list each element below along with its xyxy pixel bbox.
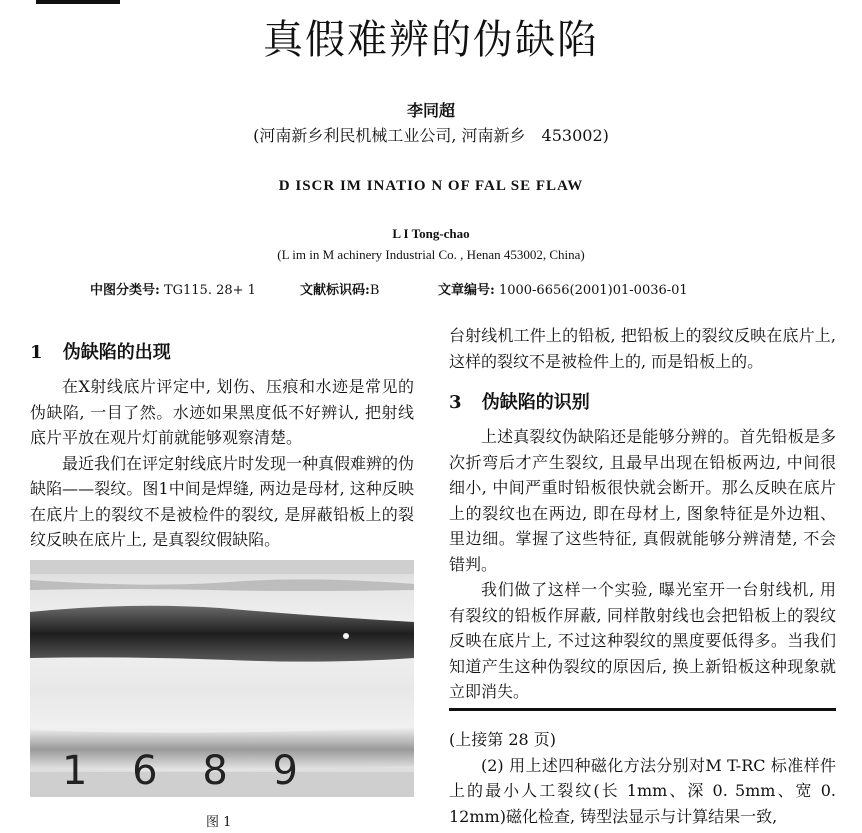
weld-seam [30,606,414,662]
section3-number: 3 [449,392,462,413]
clc-number [90,279,256,298]
top-rule [36,0,120,4]
section2-continuation [449,323,836,374]
section2-tail: 台射线机工件上的铅板, 把铅板上的裂纹反映在底片上, 这样的裂纹不是被检件上的, 而是铅板上的。 [449,326,836,371]
section1-number: 1 [30,342,43,363]
doc-label: 文献标识码: [300,283,370,298]
flaw-spot [343,633,349,639]
section3-title: 伪缺陷的识别 [481,392,590,413]
column-rule [449,708,836,711]
radiograph-figure [30,560,414,797]
section3-paragraph: 上述真裂纹伪缺陷还是能够分辨的。首先铅板是多次折弯后才产生裂纹, 且最早出现在铅板两边, 中间很细小, 中间严重时铅板很快就会断开。那么反映在底片上的裂纹也在两边, 即在母材上, 图象特征是外边粗、里边细。掌握了这些特征, 真假就能够分辨清楚, 不会错判。 [449,427,836,574]
clc-value: TG115. 28+ 1 [159,283,256,298]
article-number [438,279,688,298]
doc-value: B [369,283,380,298]
section1-heading [30,338,171,364]
upper-streak [30,579,414,591]
author: 李同超 [406,101,455,120]
art-label: 文章编号: [438,283,495,298]
continued-label: (上接第 28 页) [449,730,557,749]
section3-heading [449,388,590,414]
continued-paragraph: (2) 用上述四种磁化方法分别对M T-RC 标准样件上的最小人工裂纹(长 1mm、深 0. 5mm、宽 0. 12mm)磁化检查, 铸型法显示与计算结果一致, [449,755,836,826]
section1-title: 伪缺陷的出现 [62,342,171,363]
english-affiliation: (L im in M achinery Industrial Co. , Henan 453002, China) [277,247,585,262]
radiograph-image [30,560,414,797]
document-code [300,279,379,298]
section3-paragraph: 我们做了这样一个实验, 曝光室开一台射线机, 用有裂纹的铅板作屏蔽, 同样散射线也会把铅板上的裂纹反映在底片上, 不过这种裂纹的黑度要低得多。当我们知道产生这种伪裂纹的原因后, 换上新铅板这种现象就立即消失。 [449,580,836,701]
section1-paragraph: 最近我们在评定射线底片时发现一种真假难辨的伪缺陷——裂纹。图1中间是焊缝, 两边是母材, 这种反映在底片上的裂纹不是被检件的裂纹, 是屏蔽铅板上的裂纹反映在底片上, 是真裂纹假缺陷。 [30,453,415,549]
clc-label: 中图分类号: [90,283,160,298]
english-title: D ISCR IM INATIO N OF FAL SE FLAW [278,178,584,194]
film-edge-top [30,560,414,574]
art-value: 1000-6656(2001)01-0036-01 [494,283,688,298]
english-author: L I Tong-chao [392,226,470,241]
section1-paragraph: 在X射线底片评定中, 划伤、压痕和水迹是常见的伪缺陷, 一目了然。水迹如果黑度低不好辨认, 把射线底片平放在观片灯前就能够观察清楚。 [30,377,414,447]
continued-block [449,727,836,829]
affiliation: (河南新乡利民机械工业公司, 河南新乡 453002) [253,126,609,145]
paper-title: 真假难辨的伪缺陷 [263,17,599,63]
section3-body [449,424,836,705]
figure-caption: 图 1 [206,815,232,830]
section1-body [30,374,414,553]
film-number: 1 6 8 9 [62,748,314,794]
